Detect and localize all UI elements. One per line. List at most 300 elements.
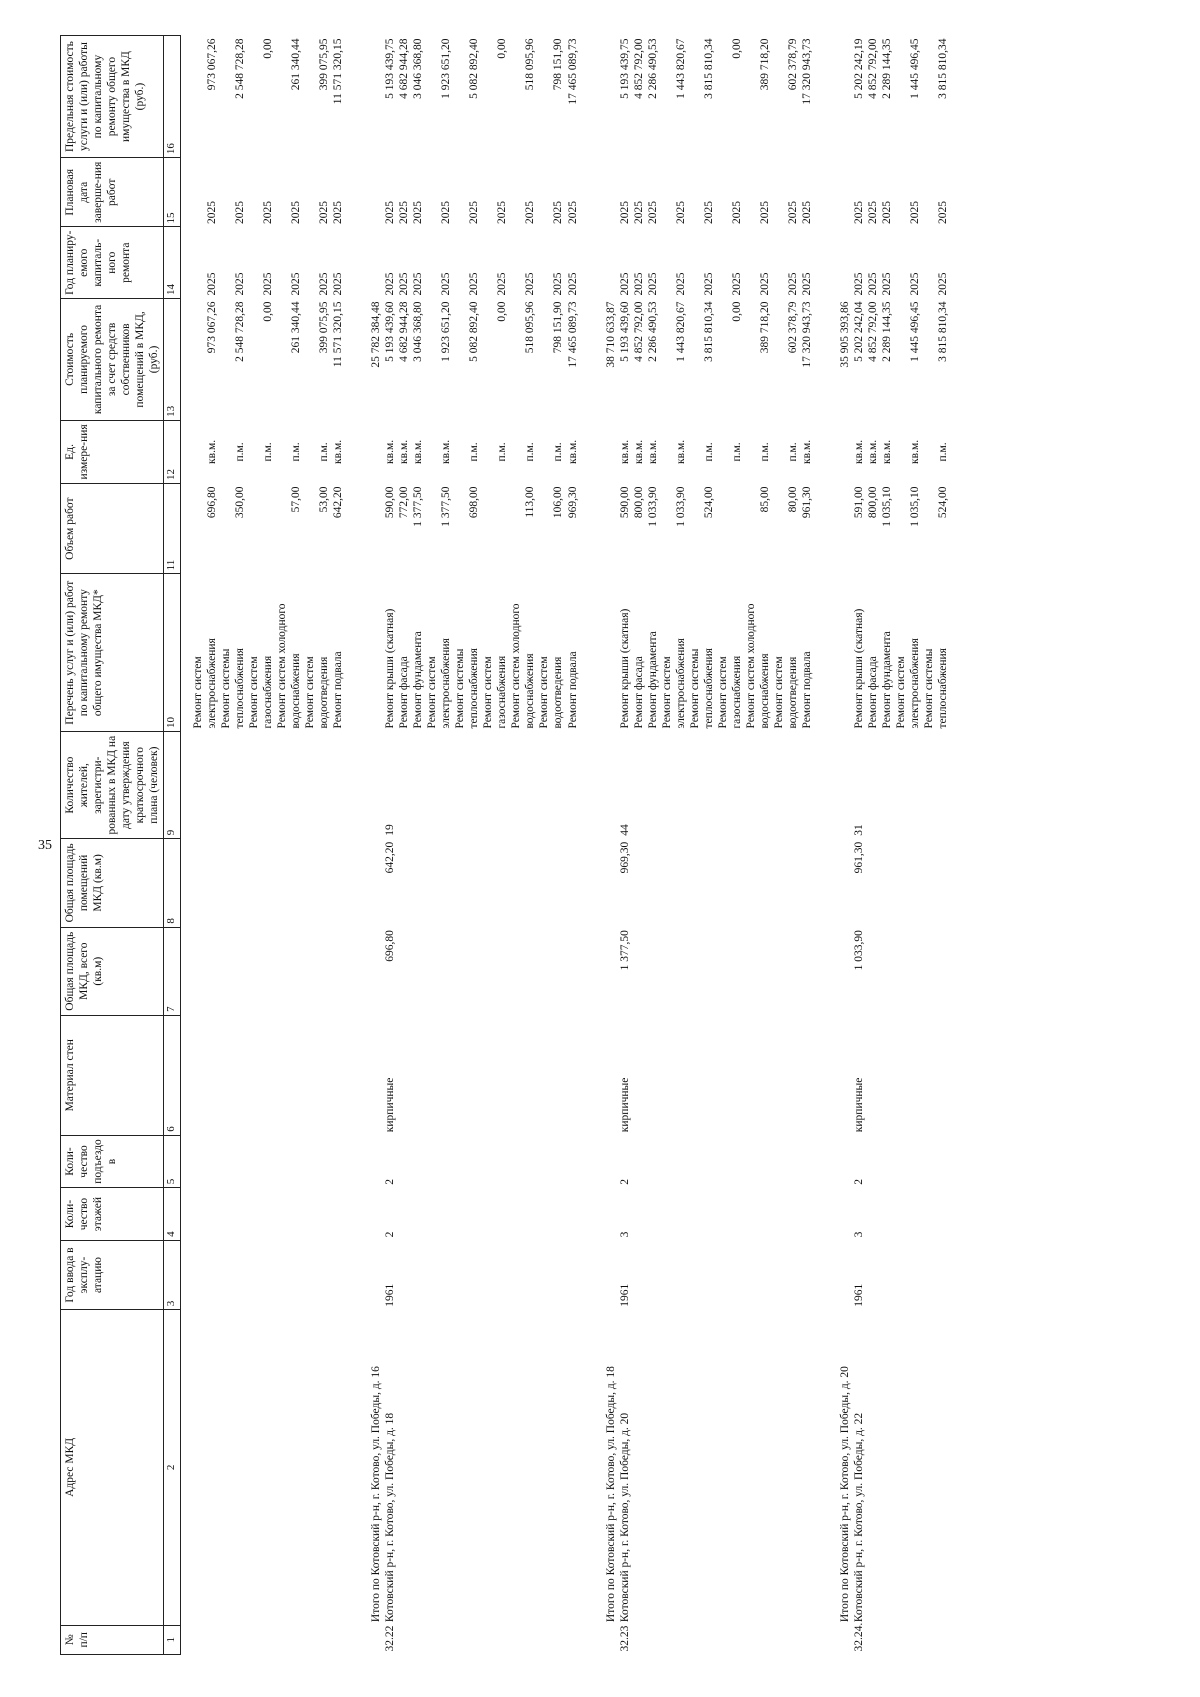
table-cell: [551, 732, 565, 839]
table-cell: [467, 1240, 481, 1309]
table-cell: 3: [852, 1231, 865, 1238]
table-cell: [660, 732, 674, 839]
table-cell: 2025: [440, 272, 453, 296]
table-cell: [219, 1015, 233, 1135]
table-cell: [317, 927, 331, 1015]
table-cell: 1 377,50: [412, 486, 425, 527]
column-number: 15: [164, 158, 181, 227]
table-cell: [908, 1135, 922, 1188]
table-row: [453, 36, 467, 1655]
table-cell: [566, 1625, 580, 1654]
table-cell: 800,00: [866, 486, 879, 519]
table-cell: [453, 1310, 467, 1625]
table-cell: 389 718,20: [758, 301, 771, 354]
table-cell: кирпичные: [384, 1077, 397, 1133]
table-cell: [688, 1310, 702, 1625]
table-cell: [303, 1625, 317, 1654]
table-cell: [425, 1240, 439, 1309]
table-cell: [397, 839, 411, 927]
table-cell: [922, 1310, 936, 1625]
table-cell: [936, 1240, 950, 1309]
table-cell: [509, 36, 523, 158]
table-cell: 973 067,26: [206, 301, 219, 354]
table-cell: [453, 483, 467, 573]
table-cell: [551, 1015, 565, 1135]
table-cell: [772, 1135, 786, 1188]
table-cell: Ремонт систем: [772, 656, 785, 729]
spacer-row: [580, 36, 604, 1655]
table-cell: [233, 1240, 247, 1309]
table-cell: 2025: [468, 272, 481, 296]
table-cell: [303, 227, 317, 298]
table-cell: 800,00: [632, 486, 645, 519]
table-cell: [495, 732, 509, 839]
table-cell: [495, 483, 509, 573]
table-cell: [303, 158, 317, 227]
total-row: [369, 36, 383, 1655]
table-cell: 4 852 792,00: [866, 38, 879, 99]
table-cell: теплоснабжения: [234, 648, 247, 729]
table-cell: [481, 483, 495, 573]
table-cell: [369, 227, 383, 298]
table-cell: [674, 1135, 688, 1188]
table-cell: [331, 1310, 345, 1625]
table-cell: [331, 1625, 345, 1654]
table-cell: [758, 839, 772, 927]
table-cell: п.м.: [262, 442, 275, 462]
table-cell: [481, 1240, 495, 1309]
table-cell: [467, 1625, 481, 1654]
table-cell: Ремонт подвала: [566, 651, 579, 729]
table-cell: 1961: [384, 1283, 397, 1307]
table-cell: 961,30: [852, 841, 865, 874]
table-cell: 2 548 728,28: [234, 301, 247, 362]
table-cell: [688, 420, 702, 483]
table-cell: [317, 1625, 331, 1654]
table-cell: [261, 1135, 275, 1188]
table-cell: [660, 158, 674, 227]
table-cell: 2025: [566, 272, 579, 296]
table-row: [566, 36, 580, 1655]
table-cell: [730, 732, 744, 839]
table-cell: [922, 839, 936, 927]
table-cell: [866, 1625, 880, 1654]
table-row: [646, 36, 660, 1655]
table-cell: 2025: [398, 272, 411, 296]
table-cell: 389 718,20: [758, 38, 771, 91]
table-cell: [247, 227, 261, 298]
table-cell: [233, 732, 247, 839]
table-cell: [632, 1135, 646, 1188]
table-cell: [181, 158, 206, 227]
table-cell: [566, 1188, 580, 1241]
table-cell: [838, 927, 852, 1015]
table-cell: [411, 1240, 425, 1309]
table-cell: [660, 1015, 674, 1135]
header-row: [61, 36, 164, 1655]
table-cell: Ремонт фасада: [398, 656, 411, 729]
table-cell: 798 151,90: [552, 301, 565, 354]
table-cell: [369, 927, 383, 1015]
table-cell: кв.м.: [852, 439, 865, 464]
table-cell: [936, 1135, 950, 1188]
table-cell: Итого по Котовский р-н, г. Котово, ул. Победы, д. 18: [604, 1366, 617, 1623]
header-cell: Общая площадь МКД, всего (кв.м): [61, 927, 164, 1015]
table-cell: [880, 1310, 894, 1625]
column-number: 16: [164, 36, 181, 158]
table-cell: [481, 1188, 495, 1241]
table-cell: [908, 732, 922, 839]
table-cell: Ремонт систем: [248, 656, 261, 729]
table-cell: [866, 1188, 880, 1241]
table-cell: [275, 227, 289, 298]
header-cell: Количество жителей, зарегистри-рованных в МКД на дату утверждения краткосрочного плана (человек): [61, 732, 164, 839]
table-cell: 2025: [566, 200, 579, 224]
table-cell: 969,30: [618, 841, 631, 874]
table-cell: [537, 1015, 551, 1135]
table-cell: [247, 158, 261, 227]
table-cell: [523, 1015, 537, 1135]
table-cell: [866, 927, 880, 1015]
table-cell: [646, 1015, 660, 1135]
table-cell: Ремонт систем холодного: [276, 603, 289, 729]
table-row: [786, 36, 800, 1655]
column-number: 14: [164, 227, 181, 298]
table-cell: [688, 1015, 702, 1135]
table-cell: [219, 1135, 233, 1188]
table-cell: [369, 1015, 383, 1135]
table-cell: [716, 483, 730, 573]
table-cell: [922, 1625, 936, 1654]
table-cell: [509, 1625, 523, 1654]
table-cell: 2025: [398, 200, 411, 224]
table-cell: [331, 927, 345, 1015]
table-cell: [275, 1188, 289, 1241]
table-cell: [181, 420, 206, 483]
table-cell: п.м.: [318, 442, 331, 462]
table-cell: [716, 227, 730, 298]
table-cell: [181, 1240, 206, 1309]
table-cell: [247, 1310, 261, 1625]
table-cell: [481, 158, 495, 227]
table-cell: [453, 1188, 467, 1241]
column-number: 2: [164, 1310, 181, 1625]
table-cell: [894, 36, 908, 158]
table-cell: [566, 1015, 580, 1135]
table-cell: [604, 227, 618, 298]
table-cell: Ремонт систем холодного: [744, 603, 757, 729]
table-cell: [425, 732, 439, 839]
table-cell: [894, 1015, 908, 1135]
table-cell: [908, 1240, 922, 1309]
table-row: [317, 36, 331, 1655]
table-cell: [481, 1135, 495, 1188]
table-cell: [453, 1240, 467, 1309]
table-cell: 31: [852, 824, 865, 836]
table-cell: [551, 1188, 565, 1241]
table-cell: электроснабжения: [908, 638, 921, 729]
table-cell: [880, 1240, 894, 1309]
table-row: [509, 36, 523, 1655]
table-cell: [181, 1625, 206, 1654]
table-cell: [660, 227, 674, 298]
table-cell: [261, 927, 275, 1015]
table-row: [261, 36, 275, 1655]
table-cell: п.м.: [730, 442, 743, 462]
table-cell: [303, 927, 317, 1015]
table-cell: 261 340,44: [290, 38, 303, 91]
table-cell: [838, 1188, 852, 1241]
table-cell: 602 378,79: [786, 301, 799, 354]
table-cell: [772, 298, 786, 420]
table-cell: [800, 1135, 814, 1188]
table-cell: [838, 839, 852, 927]
table-cell: [317, 732, 331, 839]
table-cell: [481, 1625, 495, 1654]
table-cell: [908, 1015, 922, 1135]
table-cell: [523, 1135, 537, 1188]
table-cell: 2025: [384, 272, 397, 296]
table-cell: [481, 227, 495, 298]
table-cell: [331, 1188, 345, 1241]
table-cell: [233, 1310, 247, 1625]
table-cell: [495, 1135, 509, 1188]
table-cell: [317, 839, 331, 927]
table-cell: [181, 1135, 206, 1188]
table-cell: [261, 732, 275, 839]
table-cell: [604, 927, 618, 1015]
table-cell: [908, 839, 922, 927]
table-cell: [730, 483, 744, 573]
table-cell: [646, 732, 660, 839]
header-cell: Объем работ: [61, 483, 164, 573]
table-cell: водоотведения: [318, 656, 331, 729]
table-cell: 5 082 892,40: [468, 38, 481, 99]
table-cell: [205, 839, 219, 927]
table-cell: 0,00: [262, 301, 275, 322]
table-cell: [303, 1188, 317, 1241]
table-cell: [646, 1240, 660, 1309]
table-cell: [439, 839, 453, 927]
table-cell: 19: [384, 824, 397, 836]
table-cell: [317, 1310, 331, 1625]
table-cell: [880, 732, 894, 839]
table-cell: [894, 1188, 908, 1241]
table-cell: [425, 1188, 439, 1241]
table-cell: 2025: [332, 272, 345, 296]
table-cell: [317, 1188, 331, 1241]
table-cell: электроснабжения: [674, 638, 687, 729]
table-cell: 1 443 820,67: [674, 38, 687, 99]
table-cell: 2025: [468, 200, 481, 224]
table-cell: [397, 1015, 411, 1135]
table-cell: [317, 1015, 331, 1135]
table-cell: [509, 227, 523, 298]
table-cell: [646, 1310, 660, 1625]
table-cell: [702, 1240, 716, 1309]
table-row: [411, 36, 425, 1655]
table-cell: [730, 1015, 744, 1135]
table-cell: 2 286 490,53: [646, 301, 659, 362]
table-cell: [523, 1310, 537, 1625]
table-cell: 2025: [206, 272, 219, 296]
table-cell: [303, 298, 317, 420]
table-cell: [716, 36, 730, 158]
table-cell: 642,20: [384, 841, 397, 874]
table-cell: [838, 1625, 852, 1654]
table-row: [688, 36, 702, 1655]
table-cell: [303, 1310, 317, 1625]
table-cell: Ремонт фундамента: [646, 631, 659, 729]
table-cell: 2025: [290, 272, 303, 296]
table-cell: 32.24.: [852, 1622, 865, 1652]
table-cell: 518 095,96: [524, 301, 537, 354]
table-cell: [936, 927, 950, 1015]
table-cell: [247, 420, 261, 483]
table-cell: [880, 1188, 894, 1241]
table-cell: [730, 1310, 744, 1625]
table-cell: [838, 574, 852, 732]
table-cell: [181, 1188, 206, 1241]
table-cell: п.м.: [758, 442, 771, 462]
table-cell: [181, 227, 206, 298]
table-cell: [716, 732, 730, 839]
table-cell: 1961: [852, 1283, 865, 1307]
table-cell: [275, 927, 289, 1015]
table-cell: [908, 1310, 922, 1625]
table-row: [908, 36, 922, 1655]
table-cell: [894, 420, 908, 483]
table-cell: [786, 839, 800, 927]
table-cell: [716, 298, 730, 420]
table-cell: [688, 36, 702, 158]
table-cell: [439, 1310, 453, 1625]
table-cell: 113,00: [524, 486, 537, 518]
table-cell: [632, 732, 646, 839]
header-cell: Адрес МКД: [61, 1310, 164, 1625]
table-cell: [758, 732, 772, 839]
table-cell: 2025: [332, 200, 345, 224]
table-cell: [716, 927, 730, 1015]
table-cell: электроснабжения: [206, 638, 219, 729]
table-cell: [551, 1135, 565, 1188]
table-cell: 798 151,90: [552, 38, 565, 91]
table-row: [716, 36, 730, 1655]
table-cell: 5 202 242,19: [852, 38, 865, 99]
table-cell: [397, 1310, 411, 1625]
table-cell: [838, 158, 852, 227]
header-cell: Год планиру-емого капиталь-ного ремонта: [61, 227, 164, 298]
table-cell: [730, 1625, 744, 1654]
table-cell: [604, 36, 618, 158]
table-cell: 2025: [496, 200, 509, 224]
table-cell: [181, 298, 206, 420]
table-cell: Ремонт систем: [894, 656, 907, 729]
table-cell: [425, 483, 439, 573]
table-cell: [716, 1625, 730, 1654]
table-cell: [233, 927, 247, 1015]
table-cell: [425, 839, 439, 927]
table-cell: Ремонт систем: [482, 656, 495, 729]
table-cell: 2025: [908, 200, 921, 224]
table-cell: 25 782 384,48: [370, 301, 383, 368]
table-cell: [716, 1188, 730, 1241]
table-cell: [205, 1188, 219, 1241]
table-cell: [453, 36, 467, 158]
table-cell: Ремонт системы: [688, 648, 701, 729]
table-cell: [730, 1188, 744, 1241]
table-cell: [702, 1625, 716, 1654]
table-cell: 1 033,90: [674, 486, 687, 527]
table-cell: водоснабжения: [524, 653, 537, 729]
table-cell: [744, 1240, 758, 1309]
table-cell: [275, 1625, 289, 1654]
table-cell: Ремонт фундамента: [880, 631, 893, 729]
table-cell: [922, 227, 936, 298]
table-cell: [523, 1240, 537, 1309]
table-cell: [702, 1188, 716, 1241]
rotated-table-page: [60, 35, 1200, 1655]
table-row: [730, 36, 744, 1655]
table-row: [181, 36, 206, 1655]
table-cell: [758, 1310, 772, 1625]
table-cell: [800, 1625, 814, 1654]
table-cell: [702, 839, 716, 927]
table-cell: 2025: [880, 200, 893, 224]
table-cell: Ремонт фасада: [632, 656, 645, 729]
table-cell: [289, 1625, 303, 1654]
table-cell: [411, 927, 425, 1015]
table-cell: Ремонт систем: [304, 656, 317, 729]
table-cell: 590,00: [618, 486, 631, 519]
table-row: [467, 36, 481, 1655]
column-number: 11: [164, 483, 181, 573]
table-cell: 2025: [758, 200, 771, 224]
table-cell: 11 571 320,15: [332, 38, 345, 105]
table-cell: 590,00: [384, 486, 397, 519]
table-cell: 44: [618, 824, 631, 836]
table-cell: 2025: [290, 200, 303, 224]
table-cell: [453, 1015, 467, 1135]
table-cell: [233, 1625, 247, 1654]
table-cell: 4 682 944,28: [398, 38, 411, 99]
table-cell: [730, 1240, 744, 1309]
table-cell: 32.22: [384, 1625, 397, 1652]
table-row: [275, 36, 289, 1655]
table-cell: [936, 1310, 950, 1625]
column-number: 6: [164, 1015, 181, 1135]
table-cell: 2025: [646, 272, 659, 296]
table-cell: [261, 839, 275, 927]
table-cell: Ремонт крыши (скатная): [618, 608, 631, 729]
table-cell: кв.м.: [384, 439, 397, 464]
table-cell: [453, 927, 467, 1015]
table-cell: 0,00: [262, 38, 275, 59]
table-cell: [936, 1015, 950, 1135]
table-cell: 969,30: [566, 486, 579, 519]
table-cell: [674, 927, 688, 1015]
table-cell: 2025: [552, 272, 565, 296]
table-cell: [674, 1015, 688, 1135]
table-cell: [744, 1625, 758, 1654]
table-cell: [632, 839, 646, 927]
table-cell: [289, 1015, 303, 1135]
table-cell: [425, 927, 439, 1015]
table-cell: [866, 1015, 880, 1135]
table-cell: [181, 36, 206, 158]
spacer-row: [814, 36, 838, 1655]
table-cell: Ремонт фасада: [866, 656, 879, 729]
